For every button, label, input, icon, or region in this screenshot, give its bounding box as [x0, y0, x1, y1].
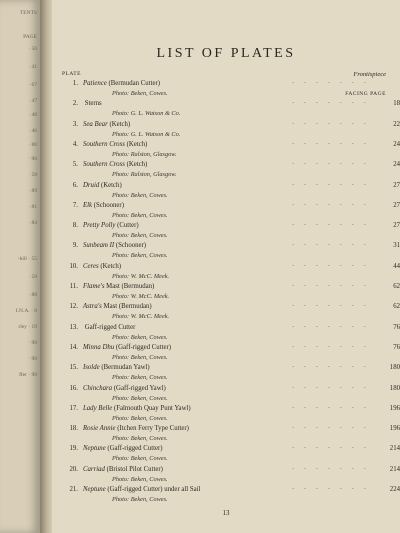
facing-page-number: 214	[389, 465, 400, 473]
plate-vessel-name: Minna Dhu	[83, 343, 115, 351]
plate-number: 8.	[72, 222, 78, 230]
plate-vessel-name: Astra's	[83, 303, 102, 311]
left-page-text: · 58	[28, 172, 37, 178]
plate-number: 5.	[72, 161, 78, 169]
leader-dots: · · · · · · ·	[291, 303, 370, 311]
plate-description: Sterns	[84, 100, 102, 108]
facing-page-number: 196	[389, 404, 400, 412]
plate-description: (Itchen Ferry Type Cutter)	[117, 425, 189, 433]
leader-dots: · · · · · · ·	[291, 364, 370, 372]
photo-credit: Photo: G. L. Watson & Co.	[112, 110, 181, 118]
facing-page-number: 76	[393, 343, 400, 351]
photo-credit: Photo: Beken, Cowes.	[112, 211, 168, 219]
left-page-text: · 46	[28, 128, 37, 134]
facing-page-number: 180	[389, 384, 400, 392]
plate-number: 10.	[69, 262, 78, 270]
left-page-text: · 41	[28, 64, 37, 70]
plate-vessel-name: Southern Cross	[83, 161, 125, 169]
facing-page-number: 224	[389, 486, 400, 493]
photo-credit: Photo: Beken, Cowes.	[112, 475, 168, 483]
facing-page-number: 24	[393, 161, 400, 169]
facing-page-number: 18	[393, 100, 400, 108]
left-page-fragment	[0, 0, 40, 533]
left-page-text: · 67	[28, 82, 37, 88]
plate-description: (Ketch)	[126, 140, 148, 148]
left-page-text: · 84	[28, 220, 37, 226]
plate-number: 3.	[72, 120, 78, 128]
book-page	[52, 0, 400, 533]
leader-dots: · · · · · · ·	[291, 242, 370, 250]
leader-dots: · · · · · · ·	[291, 222, 370, 230]
plate-number: 19.	[69, 445, 78, 453]
plate-number: 21.	[69, 486, 78, 493]
photo-credit: Photo: Beken, Cowes.	[112, 191, 168, 199]
plate-description: (Gaff-rigged Yawl)	[113, 384, 166, 392]
photo-credit: Photo: W. McC. Meek.	[112, 313, 170, 321]
plate-vessel-name: Elk	[83, 201, 93, 209]
plate-number: 2.	[72, 100, 78, 108]
leader-dots: · · · · · · ·	[291, 140, 370, 148]
leader-dots: · · · · · · ·	[291, 100, 370, 108]
photo-credit: Photo: Beken, Cowes.	[112, 252, 168, 260]
plate-number: 7.	[72, 201, 78, 209]
facing-page-number: 196	[389, 425, 400, 433]
plate-vessel-name: Southern Cross	[83, 140, 125, 148]
plate-number: 16.	[69, 384, 78, 392]
leader-dots: · · · · · · ·	[291, 201, 370, 209]
photo-credit: Photo: Beken, Cowes.	[112, 232, 168, 240]
left-page-text: · 48	[28, 112, 37, 118]
plate-vessel-name: Patience	[83, 80, 107, 87]
plate-vessel-name: Druid	[83, 181, 100, 189]
plate-description: (Cutter)	[117, 222, 139, 230]
leader-dots: · · · · · · ·	[291, 425, 370, 433]
left-page-text: · 56	[28, 46, 37, 52]
plate-description: (Gaff-rigged Cutter)	[115, 343, 172, 351]
photo-credit: Photo: Beken, Cowes.	[112, 455, 168, 463]
leader-dots: · · · · · · ·	[291, 384, 370, 392]
photo-credit: Photo: W. McC. Meek.	[112, 293, 170, 300]
plate-description: (Gaff-rigged Cutter) under all Sail	[107, 486, 201, 493]
plate-description: (Schooner)	[115, 242, 147, 250]
photo-credit: Photo: Ralston, Glasgow.	[112, 150, 177, 158]
leader-dots: · · · · · · ·	[291, 323, 370, 331]
facing-page-number: 27	[393, 201, 400, 209]
frontispiece-label: Frontispiece	[353, 71, 386, 78]
facing-page-number: 31	[393, 242, 400, 250]
left-page-text: · 81	[28, 204, 37, 210]
left-page-text: -hill · 55	[17, 256, 37, 262]
photo-credit: Photo: W. McC. Meek.	[112, 272, 170, 280]
facing-page-number: 62	[393, 303, 400, 311]
plate-vessel-name: Neptune	[83, 445, 106, 453]
plate-number: 13.	[69, 323, 78, 331]
leader-dots: · · · · · · ·	[291, 445, 370, 453]
facing-page-label: FACING PAGE	[345, 91, 386, 97]
photo-credit: Photo: Beken, Cowes.	[112, 90, 168, 97]
plate-vessel-name: Neptune	[83, 486, 106, 493]
plate-number: 4.	[72, 140, 78, 148]
plate-description: (Falmouth Quay Punt Yawl)	[113, 404, 191, 412]
photo-credit: Photo: Beken, Cowes.	[112, 333, 168, 341]
plate-vessel-name: Sunbeam II	[83, 242, 115, 250]
plate-number: 9.	[72, 242, 78, 250]
plate-description: (Bristol Pilot Cutter)	[106, 465, 163, 473]
photo-credit: Photo: Beken, Cowes.	[112, 435, 168, 443]
leader-dots: · · · · · · ·	[291, 343, 370, 351]
left-page-text: · 98	[28, 340, 37, 346]
plate-vessel-name: Lady Belle	[83, 404, 113, 412]
plate-column-label: PLATE	[62, 71, 81, 77]
plate-description: (Bermudan Cutter)	[108, 80, 161, 87]
plate-description: (Ketch)	[100, 181, 122, 189]
facing-page-number: 62	[393, 283, 400, 290]
plate-number: 18.	[69, 425, 78, 433]
plate-number: 20.	[69, 465, 78, 473]
plate-description: (Bermudan Yawl)	[101, 364, 150, 372]
left-page-text: · 88	[28, 292, 37, 298]
plate-number: 14.	[69, 343, 78, 351]
plate-description: Mast (Bermudan)	[103, 303, 152, 311]
facing-page-number: 27	[393, 181, 400, 189]
leader-dots: · · · · · · ·	[291, 161, 370, 169]
facing-page-number: 44	[393, 262, 400, 270]
plate-description: (Ketch)	[109, 120, 131, 128]
plate-description: Gaff-rigged Cutter	[84, 323, 136, 331]
leader-dots: · · · · · · ·	[291, 181, 370, 189]
plate-vessel-name: Flame's	[83, 283, 105, 290]
plate-description: Mast (Bermudan)	[106, 283, 155, 290]
facing-page-number: 22	[393, 120, 400, 128]
left-page-text: TENTS	[19, 10, 37, 16]
leader-dots: · · · · · · ·	[291, 283, 370, 290]
leader-dots: · · · · · · ·	[291, 262, 370, 270]
plate-number: 15.	[69, 364, 78, 372]
left-page-text: rley · 19	[18, 324, 37, 330]
leader-dots: · · · · · · ·	[291, 80, 370, 87]
left-page-text: · 96	[28, 156, 37, 162]
page-number: 13	[222, 509, 230, 517]
plate-number: 12.	[69, 303, 78, 311]
book-gutter	[40, 0, 52, 533]
plate-number: 11.	[69, 283, 78, 290]
left-page-text: · 58	[28, 274, 37, 280]
plate-vessel-name: Pretty Polly	[83, 222, 116, 230]
plate-description: (Ketch)	[100, 262, 122, 270]
plate-description: (Schooner)	[93, 201, 124, 209]
left-page-text: · 98	[28, 356, 37, 362]
plate-vessel-name: Carriad	[83, 465, 105, 473]
photo-credit: Photo: Beken, Cowes.	[112, 394, 168, 402]
leader-dots: · · · · · · ·	[291, 120, 370, 128]
plate-description: (Gaff-rigged Cutter)	[107, 445, 163, 453]
photo-credit: Photo: G. L. Watson & Co.	[112, 130, 181, 138]
facing-page-number: 76	[393, 323, 400, 331]
plate-description: (Ketch)	[126, 161, 148, 169]
photo-credit: Photo: Beken, Cowes.	[112, 414, 168, 422]
leader-dots: · · · · · · ·	[291, 486, 370, 493]
photo-credit: Photo: Beken, Cowes.	[112, 496, 168, 503]
left-page-text: · 47	[28, 98, 37, 104]
facing-page-number: 27	[393, 222, 400, 230]
plate-number: 17.	[69, 404, 78, 412]
plate-vessel-name: Sea Bear	[83, 120, 108, 128]
photo-credit: Photo: Beken, Cowes.	[112, 374, 168, 382]
facing-page-number: 24	[393, 140, 400, 148]
page-title: LIST OF PLATES	[156, 46, 296, 61]
plate-vessel-name: Isolde	[83, 364, 100, 372]
photo-credit: Photo: Ralston, Glasgow.	[112, 171, 177, 179]
leader-dots: · · · · · · ·	[291, 465, 370, 473]
plate-number: 6.	[72, 181, 78, 189]
plate-vessel-name: Rosie Annie	[83, 425, 116, 433]
left-page-text: PAGE	[23, 34, 37, 40]
photo-credit: Photo: Beken, Cowes.	[112, 353, 168, 361]
plate-vessel-name: Ceres	[83, 262, 99, 270]
left-page-text: · 88	[28, 142, 37, 148]
left-page-text: I.N.A. · 8	[15, 308, 37, 314]
left-page-text: · 89	[28, 188, 37, 194]
plate-vessel-name: Chinchara	[83, 384, 113, 392]
leader-dots: · · · · · · ·	[291, 404, 370, 412]
left-page-text: ffer · 98	[19, 372, 37, 378]
plate-number: 1.	[72, 80, 78, 87]
facing-page-number: 180	[389, 364, 400, 372]
facing-page-number: 214	[389, 445, 400, 453]
